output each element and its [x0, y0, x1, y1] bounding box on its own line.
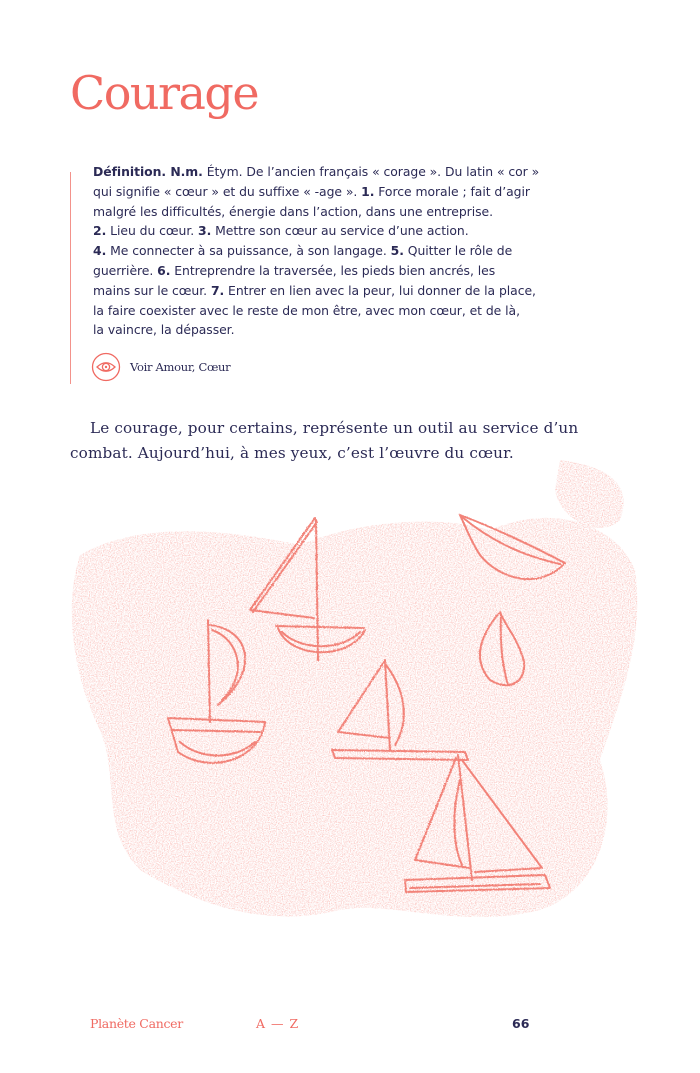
footer-book-title: Planète Cancer — [90, 1016, 183, 1031]
definition-segment: Mettre son cœur au service d’une action. — [211, 223, 469, 239]
page-number: 66 — [512, 1016, 530, 1031]
sailboats-illustration — [60, 460, 650, 940]
definition-text — [93, 162, 553, 340]
definition-line — [93, 204, 493, 219]
definition-block — [70, 164, 541, 384]
definition-term: 2. — [93, 223, 107, 239]
definition-line — [93, 223, 469, 238]
see-also-link[interactable] — [91, 352, 230, 382]
definition-line — [93, 164, 539, 179]
definition-term: 1. — [361, 183, 375, 199]
definition-segment: guerrière. — [93, 262, 158, 278]
eye-icon — [91, 352, 121, 382]
definition-segment: Entrer en lien avec la peur, lui donner de la place, — [224, 282, 536, 298]
definition-segment: Force morale ; fait d’agir — [374, 183, 530, 199]
body-line-1: Le courage, pour certains, représente un outil au service d’un — [90, 419, 579, 437]
page-title: Courage — [70, 66, 259, 120]
definition-line — [93, 283, 536, 298]
definition-line — [93, 322, 234, 337]
footer-a-z: A — Z — [256, 1016, 299, 1031]
definition-line — [93, 303, 520, 318]
see-also-label: Voir Amour, Cœur — [130, 360, 231, 374]
definition-line — [93, 263, 495, 278]
definition-segment: Me connecter à sa puissance, à son langage. — [106, 243, 391, 259]
definition-segment: la vaincre, la dépasser. — [93, 322, 235, 338]
definition-term: 7. — [210, 282, 225, 298]
page-footer — [0, 1014, 700, 1038]
crayon-wash — [72, 460, 637, 917]
definition-segment: qui signifie « cœur » et du suffixe « -age ». — [93, 183, 362, 199]
definition-segment: Étym. De l’ancien français « corage ». Du latin « cor » — [202, 164, 540, 179]
definition-segment: Quitter le rôle de — [403, 243, 513, 259]
definition-term: 6. — [157, 262, 171, 278]
definition-term: 4. — [93, 243, 107, 259]
definition-segment: Entreprendre la traversée, les pieds bien ancrés, les — [170, 262, 496, 278]
definition-line — [93, 243, 512, 258]
definition-segment: Lieu du cœur. — [106, 223, 199, 239]
body-line-2: combat. Aujourd’hui, à mes yeux, c’est l’œuvre du cœur. — [70, 443, 514, 462]
definition-segment: mains sur le cœur. — [93, 282, 211, 298]
definition-segment: la faire coexister avec le reste de mon être, avec mon cœur, et de là, — [93, 302, 520, 318]
definition-line — [93, 184, 530, 199]
definition-term: 3. — [198, 223, 212, 239]
body-paragraph — [70, 416, 630, 465]
definition-term: 5. — [390, 243, 404, 259]
definition-segment: malgré les difficultés, énergie dans l’action, dans une entreprise. — [93, 203, 493, 219]
definition-term: Définition. N.m. — [93, 164, 203, 179]
